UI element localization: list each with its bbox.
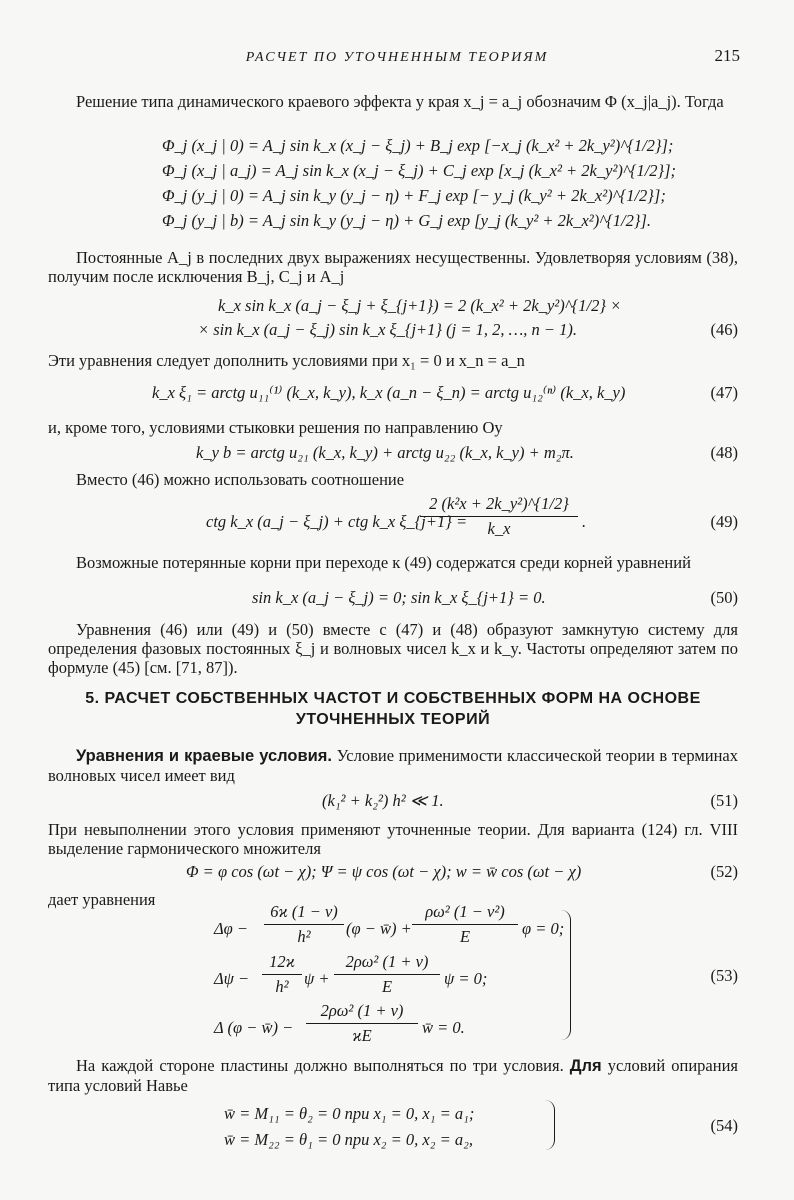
numerator: 12ϰ <box>269 952 295 971</box>
paragraph-text-a: На каждой стороне пластины должно выполняться по три условия. <box>76 1056 564 1075</box>
fraction-bar <box>420 516 578 517</box>
paragraph-joining: и, кроме того, условиями стыковки решения по направлению Oy <box>48 418 503 437</box>
equation-53-line-2-fraction-2 <box>334 952 440 997</box>
equation-number-50: (50) <box>710 588 738 607</box>
equation-53-line-1-b: (φ − w̄) + <box>346 919 412 938</box>
equation-53-line-2-b: ψ + <box>304 969 330 988</box>
equation-number-53: (53) <box>710 966 738 985</box>
equation-53-line-1-fraction-1 <box>264 902 344 947</box>
section-heading: 5. РАСЧЕТ СОБСТВЕННЫХ ЧАСТОТ И СОБСТВЕННЫХ ФОРМ НА ОСНОВЕ УТОЧНЕННЫХ ТЕОРИЙ <box>85 690 701 728</box>
denominator: h² <box>275 977 289 996</box>
equation-50: sin k_x (a_j − ξ_j) = 0; sin k_x ξ_{j+1} = 0. <box>252 588 546 607</box>
numerator: 6ϰ (1 − ν) <box>270 902 338 921</box>
denominator: E <box>381 977 393 996</box>
equation-53-line-3-c: w̄ = 0. <box>422 1018 465 1037</box>
equation-49-denominator: k_x <box>487 519 511 538</box>
equation-52: Φ = φ cos (ωt − χ); Ψ = ψ cos (ωt − χ); w = w̄ cos (ωt − χ) <box>186 862 582 881</box>
paragraph-supplement: Эти уравнения следует дополнить условиями при x₁ = 0 и x_n = a_n <box>48 351 525 370</box>
equation-48: k_y b = arctg u₂₁ (k_x, k_y) + arctg u₂₂ (k_x, k_y) + m₂π. <box>196 443 574 462</box>
equation-49-left: ctg k_x (a_j − ξ_j) + ctg k_x ξ_{j+1} = <box>206 512 468 531</box>
formula-phi-3: Φ_j (y_j | 0) = A_j sin k_y (y_j − η) + F_j exp [− y_j (k_y² + 2k_x²)^{1/2}]; <box>162 186 666 205</box>
equation-51: (k₁² + k₂²) h² ≪ 1. <box>322 791 444 810</box>
equation-53-line-2-a: Δψ − <box>214 969 250 988</box>
equation-53-line-3-a: Δ (φ − w̄) − <box>214 1018 294 1037</box>
formula-phi-1: Φ_j (x_j | 0) = A_j sin k_x (x_j − ξ_j) + B_j exp [−x_j (k_x² + 2k_y²)^{1/2}]; <box>162 136 674 155</box>
paragraph-instead: Вместо (46) можно использовать соотношение <box>76 470 405 489</box>
equation-number-54: (54) <box>710 1116 738 1135</box>
equation-54-line-1: w̄ = M₁₁ = θ₂ = 0 при x₁ = 0, x₁ = a₁; <box>224 1104 475 1123</box>
equation-number-48: (48) <box>710 443 738 462</box>
numerator: ρω² (1 − ν²) <box>425 902 505 921</box>
fraction-bar <box>264 924 344 925</box>
paragraph-boundary-effect: Решение типа динамического краевого эффекта у края x_j = a_j обозначим Φ (x_j|a_j). Тогда <box>76 92 724 111</box>
equation-53-brace <box>556 910 571 1040</box>
paragraph-text-b: условий опирания типа условий Навье <box>48 1056 739 1095</box>
formula-phi-4: Φ_j (y_j | b) = A_j sin k_y (y_j − η) + G_j exp [y_j (k_y² + 2k_x²)^{1/2}]. <box>162 211 652 230</box>
equation-53-line-2-fraction-1 <box>262 952 302 997</box>
denominator: ϰE <box>352 1026 372 1045</box>
equation-46-line-1: k_x sin k_x (a_j − ξ_j + ξ_{j+1}) = 2 (k_x² + 2k_y²)^{1/2} × <box>218 296 622 315</box>
formula-phi-2: Φ_j (x_j | a_j) = A_j sin k_x (x_j − ξ_j) + C_j exp [x_j (k_x² + 2k_y²)^{1/2}]; <box>162 161 677 180</box>
paragraph-bold-word: Для <box>569 1057 602 1075</box>
equation-53-line-1-fraction-2 <box>412 902 518 947</box>
equation-49-period: . <box>582 512 587 531</box>
equation-53-line-2-c: ψ = 0; <box>444 969 488 988</box>
equation-number-49: (49) <box>710 512 738 531</box>
paragraph-lost-roots: Возможные потерянные корни при переходе к (49) содержатся среди корней уравнений <box>76 553 691 572</box>
equation-number-46: (46) <box>710 320 738 339</box>
equation-number-51: (51) <box>710 791 738 810</box>
paragraph-side-conditions <box>48 1056 738 1095</box>
numerator: 2ρω² (1 + ν) <box>345 952 429 971</box>
fraction-bar <box>334 974 440 975</box>
paragraph-refined-theories: При невыполнении этого условия применяют уточненные теории. Для варианта (124) гл. VIII выделение гармонического множителя <box>48 820 738 858</box>
paragraph-gives-equations: дает уравнения <box>48 890 156 909</box>
page-number: 215 <box>714 46 740 65</box>
equation-53-line-3-fraction-1 <box>306 1001 418 1046</box>
equation-53-line-1-a: Δφ − <box>214 919 249 938</box>
paragraph-equations-conditions <box>48 746 738 785</box>
running-title: РАСЧЕТ ПО УТОЧНЕННЫМ ТЕОРИЯМ <box>245 50 549 65</box>
equation-46-line-2: × sin k_x (a_j − ξ_j) sin k_x ξ_{j+1} (j = 1, 2, …, n − 1). <box>198 320 578 339</box>
equation-number-52: (52) <box>710 862 738 881</box>
equation-54-line-2: w̄ = M₂₂ = θ₁ = 0 при x₂ = 0, x₂ = a₂, <box>224 1130 473 1149</box>
equation-47: k_x ξ₁ = arctg u₁₁⁽¹⁾ (k_x, k_y), k_x (a_n − ξ_n) = arctg u₁₂⁽ⁿ⁾ (k_x, k_y) <box>152 383 626 402</box>
paragraph-closed-system: Уравнения (46) или (49) и (50) вместе с (47) и (48) образуют замкнутую систему для определения фазовых постоянных ξ_j и волновых чисел k_x и k_y. Частоты определяют затем по формуле (45) [см. [71, 87]). <box>48 620 738 677</box>
fraction-bar <box>262 974 302 975</box>
fraction-bar <box>412 924 518 925</box>
fraction-bar <box>306 1023 418 1024</box>
denominator: h² <box>297 927 311 946</box>
numerator: 2ρω² (1 + ν) <box>320 1001 404 1020</box>
denominator: E <box>459 927 471 946</box>
equation-49-numerator: 2 (k²x + 2k_y²)^{1/2} <box>429 494 569 513</box>
run-in-heading: Уравнения и краевые условия. <box>76 747 333 765</box>
equation-number-47: (47) <box>710 383 738 402</box>
paragraph-constants: Постоянные A_j в последних двух выражениях несущественны. Удовлетворяя условиям (38), получим после исключения B_j, C_j и A_j <box>48 248 738 286</box>
equation-54-brace <box>540 1100 555 1150</box>
paragraph-text: Условие применимости классической теории в терминах волновых чисел имеет вид <box>48 746 738 785</box>
equation-49-fraction <box>420 494 578 539</box>
equation-53-line-1-c: φ = 0; <box>522 919 565 938</box>
